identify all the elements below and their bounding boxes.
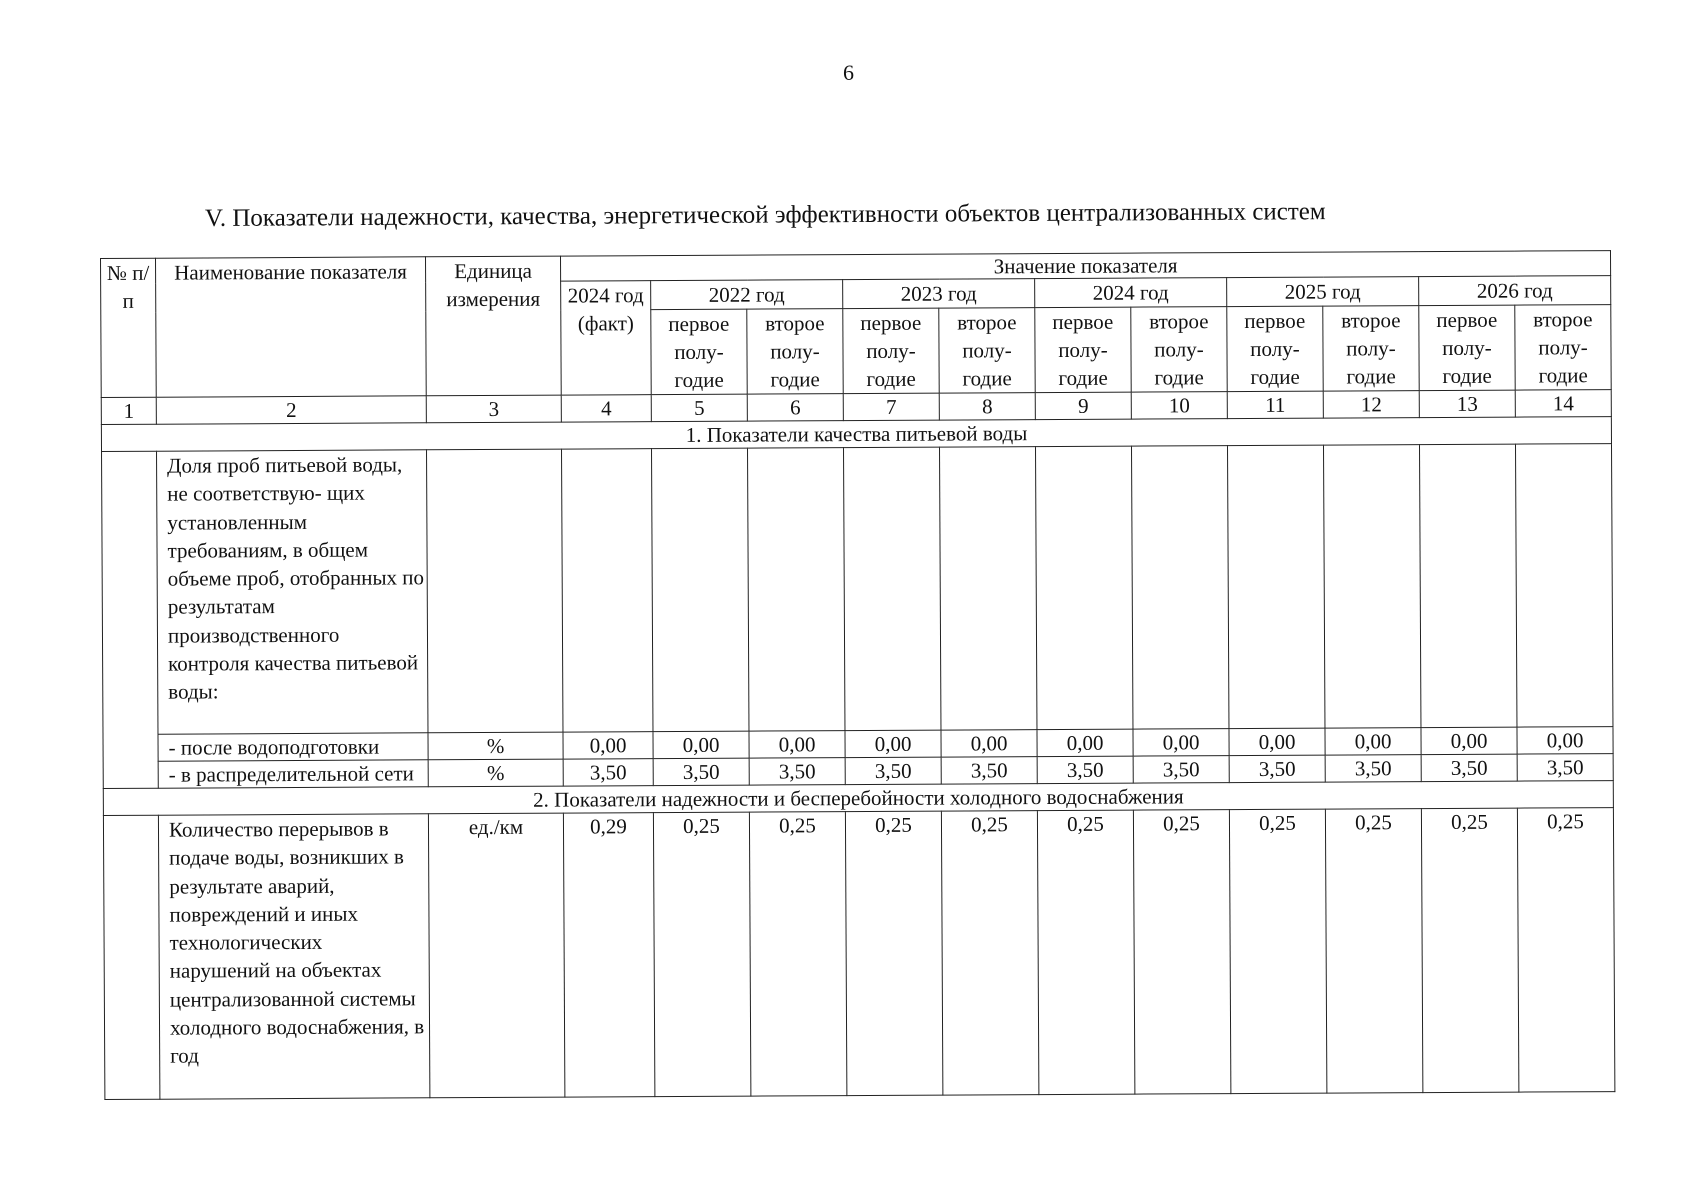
header-year-2026: 2026 год [1419, 276, 1611, 306]
header-half-second: второе полу- годие [1323, 306, 1419, 392]
header-half-first: первое полу- годие [651, 309, 747, 395]
value-cell: 0,29 [563, 813, 654, 1097]
value-cell: 3,50 [1037, 756, 1133, 784]
value-cell: 0,00 [749, 731, 845, 759]
value-cell: 3,50 [563, 759, 653, 786]
table-row [103, 808, 1615, 1100]
indicators-table-container [100, 250, 1609, 1100]
header-num: № п/п [101, 258, 157, 397]
row-unit: % [428, 732, 563, 760]
value-cell: 0,25 [749, 812, 846, 1096]
value-cell: 0,25 [1229, 809, 1326, 1093]
page-number: 6 [843, 60, 854, 85]
value-cell: 3,50 [941, 757, 1037, 785]
value-cell: 3,50 [653, 758, 749, 786]
header-name: Наименование показателя [156, 257, 427, 397]
value-cell: 0,25 [653, 812, 750, 1096]
document-title: V. Показатели надежности, качества, энергетической эффективности объектов централизованных систем [204, 198, 1326, 232]
empty-cell [1515, 444, 1613, 727]
header-year-2022: 2022 год [651, 280, 843, 310]
row-unit: ед./км [428, 813, 564, 1098]
column-number: 4 [561, 395, 651, 422]
value-cell: 0,00 [941, 730, 1037, 758]
indicator-name: Доля проб питьевой воды, не соответствую- щих установленным требованиям, в общем объеме проб, отобранных по результатам производственного контроля качества питьевой воды: [157, 450, 428, 734]
value-cell: 0,25 [1421, 808, 1518, 1092]
column-number: 13 [1419, 390, 1515, 418]
value-cell: 0,00 [1037, 729, 1133, 757]
header-value-group: Значение показателя [560, 251, 1610, 281]
column-number: 2 [156, 396, 426, 424]
empty-cell [562, 449, 653, 732]
empty-cell [844, 447, 941, 730]
value-cell: 0,00 [1517, 727, 1613, 755]
value-cell: 3,50 [1517, 754, 1613, 782]
value-cell: 0,25 [1133, 810, 1230, 1094]
column-number: 11 [1227, 391, 1323, 419]
header-half-second: второе полу- годие [747, 309, 843, 395]
header-year-2024: 2024 год [1035, 278, 1227, 308]
value-cell: 0,00 [653, 731, 749, 759]
empty-cell [940, 447, 1037, 730]
column-number: 12 [1323, 391, 1419, 419]
value-cell: 0,25 [1037, 810, 1134, 1094]
column-number: 8 [939, 393, 1035, 421]
value-cell: 0,25 [941, 811, 1038, 1095]
header-half-second: второе полу- годие [939, 308, 1035, 394]
column-number: 3 [426, 395, 561, 423]
column-number: 7 [843, 393, 939, 421]
column-number: 14 [1515, 390, 1611, 418]
empty-cell [1419, 444, 1516, 727]
value-cell: 0,25 [845, 811, 942, 1095]
section-title: 2. Показатели надежности и бесперебойности холодного водоснабжения [103, 781, 1613, 816]
row-number-cell [102, 451, 159, 788]
header-half-first: первое полу- годие [1419, 305, 1515, 391]
header-half-first: первое полу- годие [843, 308, 939, 394]
indicator-group-row [102, 444, 1614, 735]
header-unit: Единица измерения [425, 256, 561, 396]
value-cell: 0,00 [1325, 728, 1421, 756]
header-year-2023: 2023 год [843, 279, 1035, 309]
value-cell: 3,50 [749, 758, 845, 786]
value-cell: 0,00 [845, 730, 941, 758]
column-number: 6 [747, 394, 843, 422]
empty-cell [652, 448, 749, 731]
value-cell: 3,50 [1229, 755, 1325, 783]
value-cell: 0,00 [1133, 729, 1229, 757]
column-number: 10 [1131, 392, 1227, 420]
value-cell: 3,50 [1325, 755, 1421, 783]
header-fact-year: 2024 год (факт) [561, 281, 652, 395]
empty-cell [1036, 446, 1133, 729]
value-cell: 0,00 [1229, 728, 1325, 756]
row-number-cell [103, 815, 159, 1099]
header-half-first: первое полу- годие [1227, 306, 1323, 392]
value-cell: 3,50 [1133, 756, 1229, 784]
column-number: 5 [651, 394, 747, 422]
value-cell: 0,25 [1325, 809, 1422, 1093]
row-name: Количество перерывов в подаче воды, возникших в результате аварий, повреждений и иных технологических нарушений на объектах централизованной системы холодного водоснабжения, в год [158, 814, 429, 1099]
value-cell: 0,25 [1517, 808, 1615, 1092]
section-title: 1. Показатели качества питьевой воды [101, 417, 1611, 452]
empty-cell [748, 448, 845, 731]
header-year-2025: 2025 год [1227, 277, 1419, 307]
row-unit: % [428, 759, 563, 787]
empty-cell [1323, 445, 1420, 728]
row-name: - после водоподготовки [158, 733, 428, 761]
empty-cell [1227, 445, 1324, 728]
empty-cell [1131, 446, 1228, 729]
header-half-second: второе полу- годие [1515, 305, 1612, 391]
indicators-table [100, 250, 1615, 1100]
value-cell: 0,00 [563, 732, 653, 759]
row-name: - в распределительной сети [158, 760, 428, 788]
column-number: 1 [101, 397, 156, 424]
header-half-first: первое полу- годие [1035, 307, 1131, 393]
empty-cell [427, 449, 563, 733]
column-number: 9 [1035, 392, 1131, 420]
value-cell: 0,00 [1421, 727, 1517, 755]
value-cell: 3,50 [845, 757, 941, 785]
value-cell: 3,50 [1421, 754, 1517, 782]
header-half-second: второе полу- годие [1131, 307, 1227, 393]
